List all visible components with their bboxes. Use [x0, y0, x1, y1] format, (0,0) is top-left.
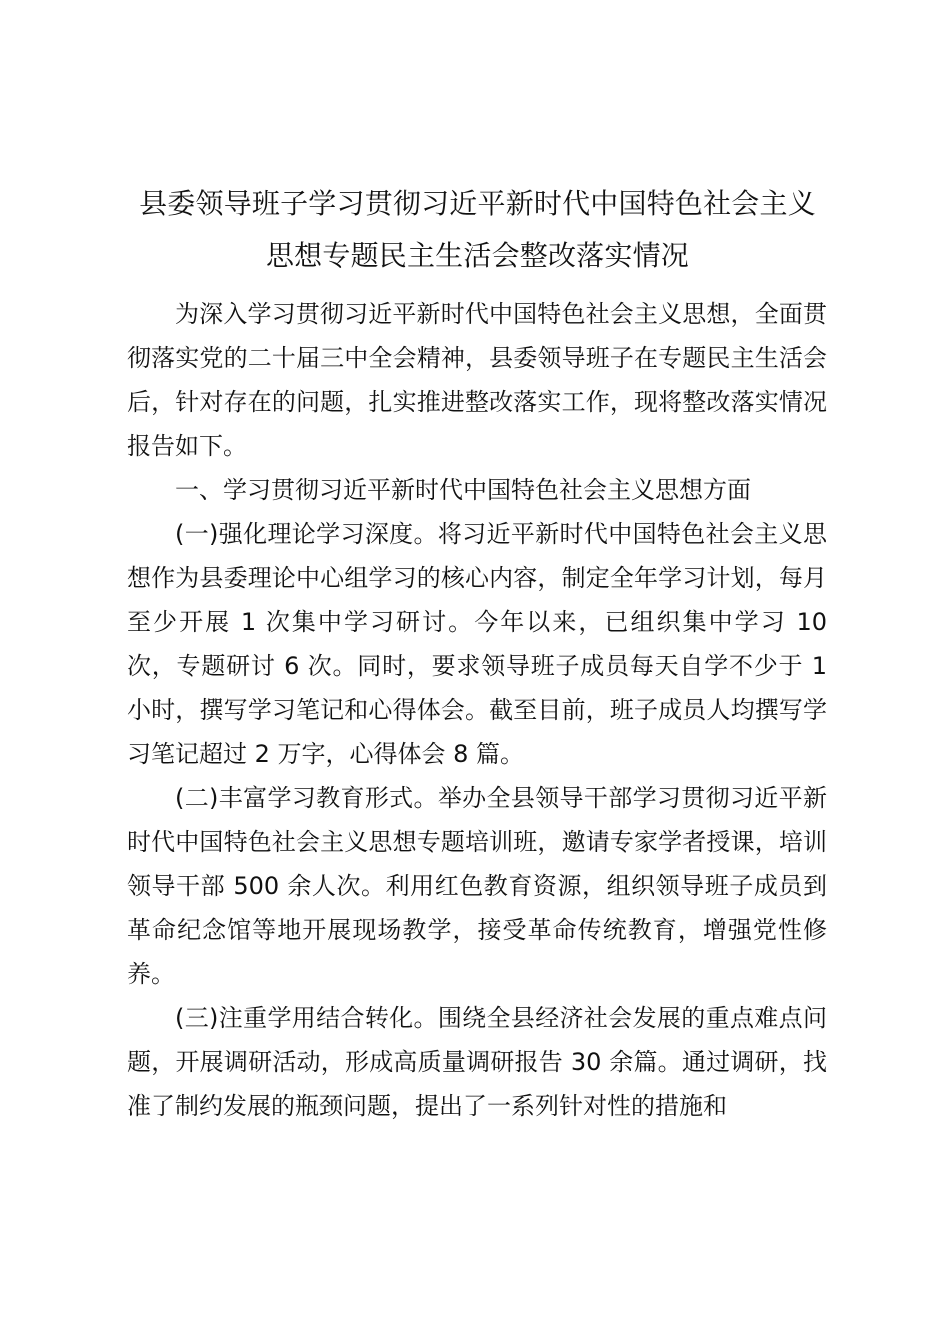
body-paragraph: (二)丰富学习教育形式。举办全县领导干部学习贯彻习近平新时代中国特色社会主义思想专题培训班，邀请专家学者授课，培训领导干部 500 余人次。利用红色教育资源，组织领导班子成员到革命纪念馆等地开展现场教学，接受革命传统教育，增强党性修养。 — [127, 784, 827, 988]
title-line-2: 思想专题民主生活会整改落实情况 — [265, 239, 689, 272]
body-paragraph: (一)强化理论学习深度。将习近平新时代中国特色社会主义思想作为县委理论中心组学习的核心内容，制定全年学习计划，每月至少开展 1 次集中学习研讨。今年以来，已组织集中学习 10 次，专题研讨 6 次。同时，要求领导班子成员每天自学不少于 1 小时，撰写学习笔记和心得体会。截至目前，班子成员人均撰写学习笔记超过 2 万字，心得体会 8 篇。 — [127, 520, 827, 768]
document-body — [127, 292, 827, 1128]
title-line-1: 县委领导班子学习贯彻习近平新时代中国特色社会主义 — [139, 187, 816, 220]
document-title — [120, 178, 835, 282]
intro-paragraph: 为深入学习贯彻习近平新时代中国特色社会主义思想，全面贯彻落实党的二十届三中全会精神，县委领导班子在专题民主生活会后，针对存在的问题，扎实推进整改落实工作，现将整改落实情况报告如下。 — [127, 300, 827, 460]
section-heading: 一、学习贯彻习近平新时代中国特色社会主义思想方面 — [175, 476, 751, 504]
body-paragraph: (三)注重学用结合转化。围绕全县经济社会发展的重点难点问题，开展调研活动，形成高质量调研报告 30 余篇。通过调研，找准了制约发展的瓶颈问题，提出了一系列针对性的措施和 — [127, 1004, 827, 1120]
